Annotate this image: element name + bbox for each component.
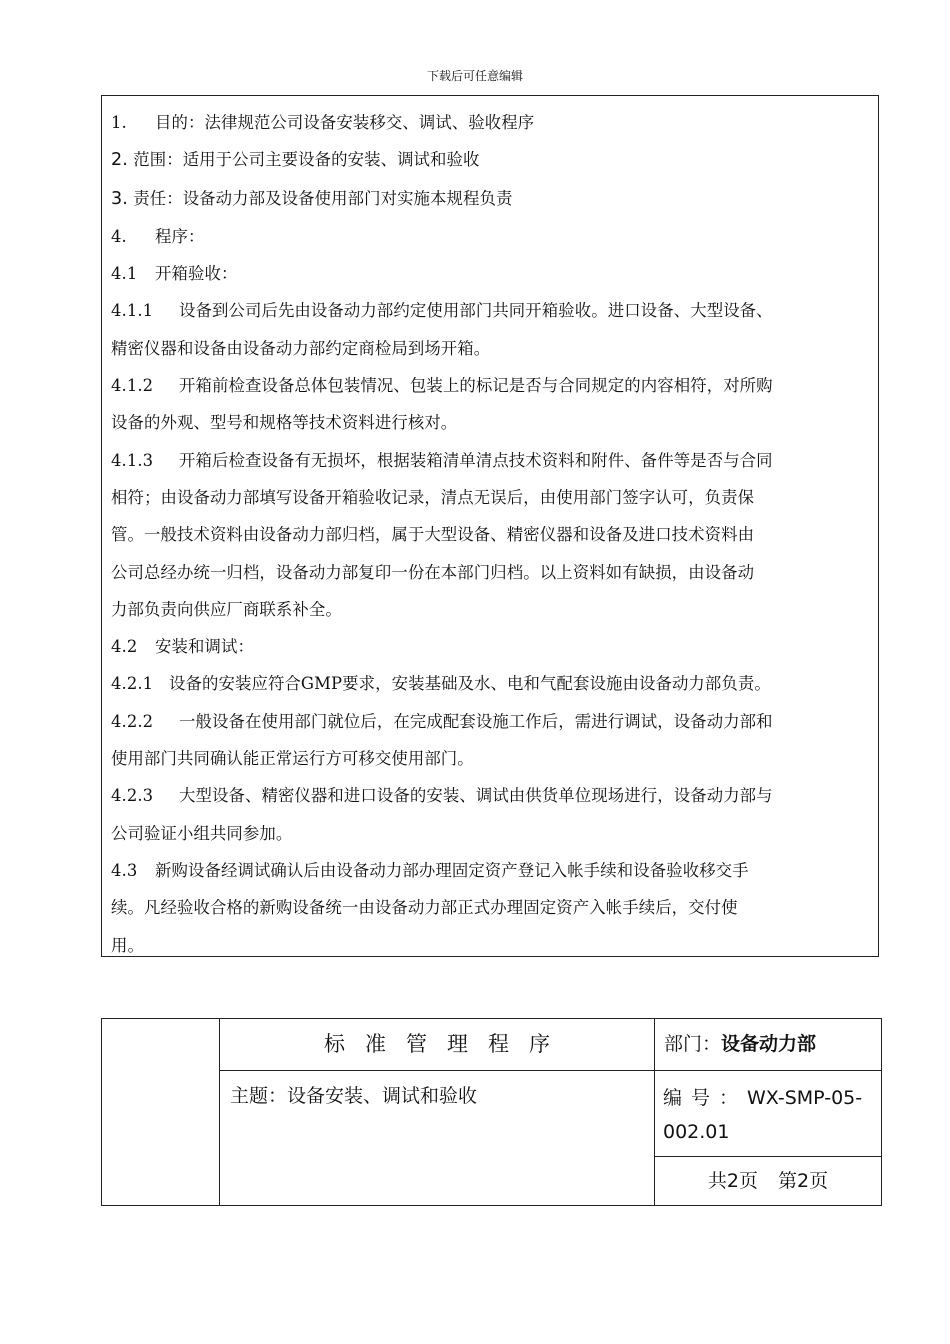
clause-4-1-1: [111, 292, 869, 329]
code-label: 编号：: [663, 1087, 748, 1109]
clause-text: 设备的安装应符合GMP要求，安装基础及水、电和气配套设施由设备动力部负责。: [169, 674, 771, 694]
section-text: 开箱验收：: [155, 264, 238, 284]
department-label: 部门：: [664, 1033, 722, 1055]
section-4-2: [111, 628, 869, 665]
clause-number: 4.2.1: [111, 674, 154, 694]
item-number: 2.: [111, 150, 128, 171]
clause-4-2-2-cont: 使用部门共同确认能正常运行方可移交使用部门。: [111, 749, 474, 769]
clause-4-1-3-cont-4: 力部负责向供应厂商联系补全。: [111, 599, 342, 619]
document-footer-table: [101, 1018, 882, 1206]
clause-4-1-3-cont-2: 管。一般技术资料由设备动力部归档，属于大型设备、精密仪器和设备及进口技术资料由: [111, 525, 755, 545]
section-number: 4.1: [111, 264, 138, 284]
footer-code: [655, 1071, 882, 1157]
code-value: WX-SMP-05-002.01: [663, 1087, 863, 1143]
procedure-body: [101, 95, 879, 957]
footer-title: 标准管理程序: [220, 1019, 655, 1071]
footer-subject: 主题：设备安装、调试和验收: [220, 1071, 655, 1206]
clause-text: 一般设备在使用部门就位后，在完成配套设施工作后，需进行调试，设备动力部和: [179, 711, 773, 731]
clause-4-1-1-cont: 精密仪器和设备由设备动力部约定商检局到场开箱。: [111, 338, 491, 358]
section-text: 安装和调试：: [155, 637, 254, 657]
department-value: 设备动力部: [721, 1033, 817, 1055]
section-number: 4.2: [111, 637, 138, 657]
item-text: 范围：适用于公司主要设备的安装、调试和验收: [133, 150, 480, 170]
clause-4-2-1: [111, 665, 869, 702]
clause-text: 开箱前检查设备总体包装情况、包装上的标记是否与合同规定的内容相符，对所购: [179, 376, 773, 396]
clause-text: 开箱后检查设备有无损坏，根据装箱清单清点技术资料和附件、备件等是否与合同: [179, 450, 773, 470]
logo-cell: [102, 1019, 220, 1206]
clause-4-2-3-cont: 公司验证小组共同参加。: [111, 823, 293, 843]
footer-department: [655, 1019, 882, 1071]
clause-number: 4.2.2: [111, 711, 154, 731]
section-4-1: [111, 255, 869, 292]
section-4-3: [111, 852, 869, 889]
item-procedure: [111, 218, 869, 255]
clause-number: 4.2.3: [111, 786, 154, 806]
section-4-3-cont-2: 用。: [111, 935, 144, 955]
item-purpose: [111, 104, 869, 141]
item-responsibility: [111, 180, 869, 218]
section-4-3-cont-1: 续。凡经验收合格的新购设备统一由设备动力部正式办理固定资产入帐手续后，交付使: [111, 898, 738, 918]
item-number: 4.: [111, 226, 127, 246]
clause-4-1-3-cont-1: 相符；由设备动力部填写设备开箱验收记录，清点无误后，由使用部门签字认可，负责保: [111, 487, 755, 507]
clause-number: 4.1.2: [111, 376, 154, 396]
clause-4-1-2-cont: 设备的外观、型号和规格等技术资料进行核对。: [111, 413, 458, 433]
item-text: 目的：法律规范公司设备安装移交、调试、验收程序: [155, 113, 535, 132]
item-text: 责任：设备动力部及设备使用部门对实施本规程负责: [133, 188, 513, 208]
item-text: 程序：: [155, 226, 205, 246]
footer-pages: [655, 1157, 882, 1206]
clause-4-1-3-cont-3: 公司总经办统一归档，设备动力部复印一份在本部门归档。以上资料如有缺损，由设备动: [111, 562, 755, 582]
clause-text: 设备到公司后先由设备动力部约定使用部门共同开箱验收。进口设备、大型设备、: [179, 301, 773, 321]
clause-4-1-3: [111, 442, 869, 479]
clause-number: 4.1.1: [111, 301, 154, 321]
section-text: 新购设备经调试确认后由设备动力部办理固定资产登记入帐手续和设备验收移交手: [155, 860, 749, 880]
clause-4-2-2: [111, 703, 869, 740]
pages-current: 第2页: [778, 1170, 829, 1192]
item-number: 3.: [111, 188, 128, 209]
clause-text: 大型设备、精密仪器和进口设备的安装、调试由供货单位现场进行，设备动力部与: [179, 786, 773, 806]
clause-number: 4.1.3: [111, 450, 154, 470]
header-note: 下载后可任意编辑: [426, 69, 523, 83]
clause-4-2-3: [111, 777, 869, 814]
item-scope: [111, 141, 869, 179]
pages-total: 共2页: [707, 1170, 758, 1192]
item-number: 1.: [111, 113, 127, 132]
section-number: 4.3: [111, 860, 138, 880]
clause-4-1-2: [111, 367, 869, 404]
